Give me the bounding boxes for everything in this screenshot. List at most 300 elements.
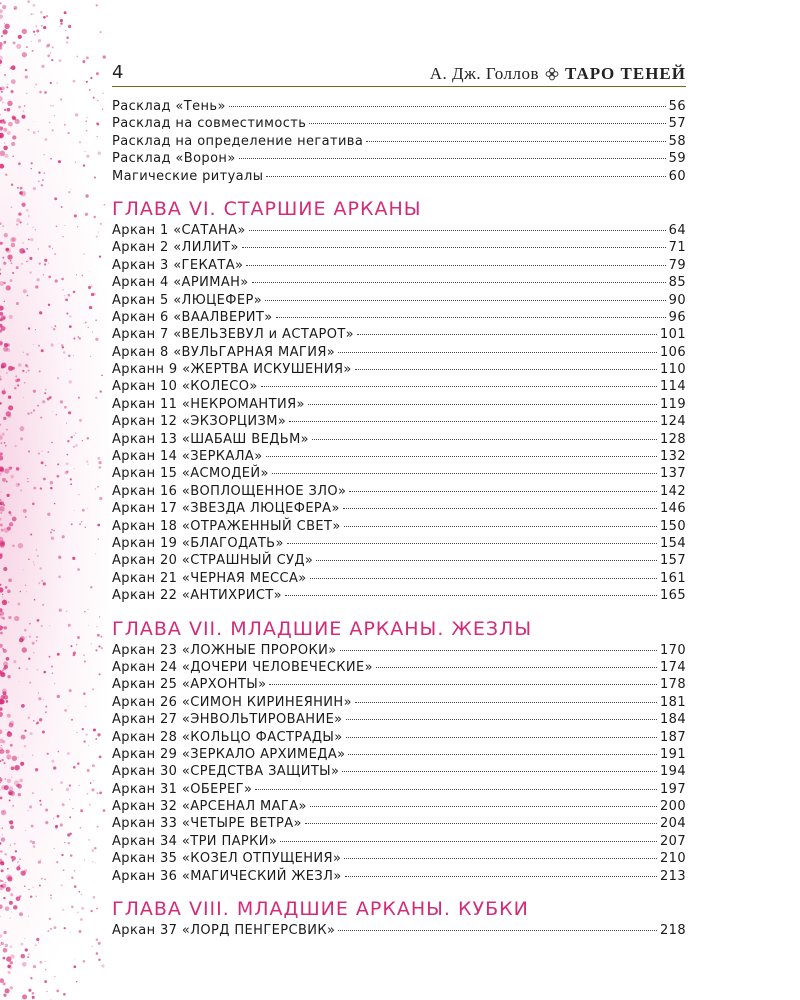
splatter-dot (58, 751, 60, 753)
splatter-dot (11, 183, 13, 185)
splatter-dot (89, 271, 90, 272)
splatter-dot (14, 843, 16, 845)
splatter-dot (91, 849, 94, 852)
toc-entry-title: Расклад «Тень» (112, 99, 226, 114)
splatter-dot (49, 625, 50, 626)
splatter-dot (95, 738, 97, 740)
toc-entry[interactable] (112, 309, 686, 326)
splatter-dot (85, 322, 87, 324)
splatter-dot (2, 978, 3, 979)
splatter-dot (96, 236, 98, 238)
toc-entry-title: Аркан 3 «ГЕКАТА» (112, 257, 244, 273)
splatter-dot (83, 960, 86, 963)
toc-entry[interactable] (112, 239, 686, 256)
splatter-dot (54, 683, 56, 685)
splatter-dot (97, 733, 100, 736)
splatter-dot (17, 784, 22, 789)
splatter-dot (0, 312, 3, 316)
splatter-dot (0, 402, 2, 405)
toc-entry-title: Аркан 24 «ДОЧЕРИ ЧЕЛОВЕЧЕСКИЕ» (112, 659, 374, 675)
toc-entry-page: 114 (659, 379, 686, 395)
splatter-dot (66, 423, 67, 424)
splatter-dot (9, 723, 14, 728)
toc-entry[interactable] (112, 361, 686, 378)
splatter-dot (70, 369, 71, 370)
splatter-dot (28, 989, 31, 992)
splatter-dot (57, 653, 60, 656)
splatter-dot (27, 295, 29, 297)
splatter-dot (0, 880, 2, 882)
splatter-dot (67, 132, 69, 134)
splatter-dot (91, 285, 93, 287)
splatter-dot (88, 286, 91, 289)
toc-entry[interactable] (112, 781, 686, 798)
toc-entry[interactable] (112, 868, 686, 885)
splatter-dot (26, 372, 27, 373)
splatter-dot (68, 355, 71, 358)
splatter-dot (41, 625, 43, 627)
splatter-dot (39, 718, 42, 721)
toc-entry-page: 58 (668, 133, 686, 149)
splatter-dot (74, 214, 77, 217)
splatter-dot (39, 370, 41, 372)
toc-entry[interactable] (112, 465, 686, 482)
splatter-dot (3, 567, 7, 571)
splatter-dot (87, 769, 90, 772)
splatter-dot (83, 740, 85, 742)
splatter-dot (8, 971, 11, 974)
splatter-dot (15, 850, 17, 852)
splatter-dot (14, 616, 19, 621)
splatter-dot (59, 25, 61, 27)
splatter-dot (63, 351, 66, 354)
toc-entry[interactable] (112, 483, 686, 500)
splatter-dot (0, 506, 5, 512)
splatter-dot (85, 527, 86, 528)
splatter-dot (17, 603, 20, 606)
toc-entry-page: 184 (659, 712, 686, 728)
splatter-dot (13, 660, 16, 663)
toc-entry[interactable] (112, 274, 686, 291)
splatter-dot (87, 437, 90, 440)
toc-entry[interactable] (112, 535, 686, 552)
splatter-dot (26, 668, 28, 670)
splatter-dot (62, 803, 65, 806)
toc-entry[interactable] (112, 763, 686, 780)
splatter-dot (96, 72, 99, 75)
splatter-dot (99, 756, 102, 759)
toc-entry[interactable] (112, 711, 686, 728)
dot-leader (269, 684, 657, 685)
splatter-dot (2, 29, 7, 34)
splatter-dot (22, 647, 27, 652)
toc-entry[interactable] (112, 798, 686, 815)
splatter-dot (9, 786, 13, 790)
splatter-dot (0, 378, 2, 380)
toc-entry[interactable] (112, 115, 686, 132)
splatter-dot (75, 113, 78, 116)
splatter-dot (19, 858, 21, 860)
splatter-dot (36, 30, 39, 33)
splatter-dot (9, 986, 13, 990)
splatter-dot (27, 412, 29, 414)
splatter-dot (98, 538, 99, 539)
splatter-dot (1, 837, 5, 841)
splatter-dot (9, 917, 10, 918)
splatter-dot (20, 221, 22, 223)
splatter-dot (22, 370, 24, 372)
toc-entry[interactable] (112, 448, 686, 465)
toc-entry-title: Аркан 19 «БЛАГОДАТЬ» (112, 535, 284, 551)
splatter-dot (52, 672, 53, 673)
splatter-dot (9, 821, 10, 822)
toc-entry[interactable] (112, 850, 686, 867)
splatter-dot (51, 666, 53, 668)
splatter-dot (51, 537, 54, 540)
dot-leader (242, 247, 666, 248)
toc-entry[interactable] (112, 570, 686, 587)
toc-entry-title: Расклад «Ворон» (112, 151, 236, 167)
splatter-dot (26, 93, 27, 94)
splatter-dot (99, 255, 101, 257)
splatter-dot (90, 586, 92, 588)
splatter-dot (74, 885, 77, 888)
toc-entry-title: Расклад на определение негатива (112, 133, 364, 149)
toc-entry[interactable] (112, 344, 686, 361)
splatter-dot (32, 50, 34, 52)
splatter-dot (33, 845, 36, 848)
splatter-dot (93, 293, 96, 296)
dot-leader (289, 421, 657, 422)
splatter-dot (47, 54, 50, 57)
splatter-dot (38, 582, 40, 584)
toc-entry[interactable] (112, 133, 686, 150)
toc-entry-page: 57 (668, 116, 686, 132)
splatter-dot (5, 988, 10, 993)
page-header (112, 64, 686, 87)
splatter-dot (77, 636, 80, 639)
splatter-dot (22, 426, 23, 427)
splatter-dot (55, 326, 56, 327)
splatter-dot (8, 758, 9, 759)
splatter-dot (4, 442, 6, 444)
splatter-dot (22, 242, 23, 243)
splatter-dot (83, 692, 86, 695)
splatter-dot (2, 225, 4, 227)
toc-entry-page: 154 (659, 535, 686, 551)
splatter-dot (5, 445, 7, 447)
dot-leader (287, 543, 657, 544)
toc-entry-title: Аркан 33 «ЧЕТЫРЕ ВЕТРА» (112, 816, 302, 832)
splatter-dot (56, 82, 58, 84)
toc-entry[interactable] (112, 815, 686, 832)
splatter-dot (0, 375, 1, 378)
toc-entry[interactable] (112, 378, 686, 395)
splatter-dot (10, 67, 11, 68)
splatter-dot (0, 60, 2, 64)
splatter-dot (31, 162, 33, 164)
splatter-dot (6, 285, 11, 290)
splatter-dot (19, 191, 23, 195)
dot-leader (355, 369, 657, 370)
toc-entry[interactable] (112, 518, 686, 535)
splatter-dot (2, 594, 3, 595)
dot-leader (376, 667, 657, 668)
splatter-dot (76, 981, 77, 982)
toc-entry[interactable] (112, 694, 686, 711)
splatter-dot (0, 442, 2, 444)
splatter-dot (4, 109, 6, 111)
splatter-dot (89, 89, 91, 91)
toc-entry[interactable] (112, 746, 686, 763)
splatter-dot (0, 56, 3, 60)
splatter-dot (8, 396, 11, 399)
dot-leader (344, 526, 657, 527)
splatter-dot (54, 115, 55, 116)
splatter-dot (94, 847, 96, 849)
splatter-dot (9, 901, 13, 905)
splatter-dot (1, 785, 6, 790)
splatter-dot (46, 15, 48, 17)
splatter-dot (44, 961, 45, 962)
toc-entry[interactable] (112, 922, 686, 939)
splatter-dot (32, 4, 35, 7)
splatter-dot (56, 989, 59, 992)
splatter-dot (62, 236, 63, 237)
splatter-dot (35, 329, 36, 330)
toc-entry-page: 101 (659, 327, 686, 343)
splatter-dot (68, 624, 71, 627)
splatter-dot (2, 740, 5, 743)
splatter-dot (52, 105, 53, 106)
splatter-dot (3, 931, 6, 934)
splatter-dot (81, 907, 84, 910)
splatter-dot (23, 569, 24, 570)
splatter-dot (54, 976, 55, 977)
splatter-dot (66, 611, 68, 613)
splatter-dot (62, 909, 64, 911)
splatter-dot (99, 390, 102, 393)
splatter-dot (6, 874, 12, 880)
toc-entry-page: 90 (668, 292, 686, 308)
splatter-dot (92, 688, 94, 690)
splatter-dot (88, 609, 89, 610)
dot-leader (246, 265, 665, 266)
splatter-dot (11, 475, 14, 478)
splatter-dot (68, 25, 71, 28)
splatter-dot (0, 512, 2, 514)
toc-entry[interactable] (112, 257, 686, 274)
splatter-dot (38, 39, 41, 42)
splatter-dot (44, 154, 45, 155)
splatter-dot (29, 257, 32, 260)
splatter-dot (28, 558, 30, 560)
toc-entry[interactable] (112, 642, 686, 659)
toc-entry[interactable] (112, 396, 686, 413)
splatter-dot (44, 91, 47, 94)
splatter-dot (40, 859, 42, 861)
splatter-dot (17, 187, 19, 189)
splatter-dot (99, 673, 101, 675)
splatter-dot (31, 41, 32, 42)
toc-entry[interactable] (112, 326, 686, 343)
splatter-dot (34, 121, 35, 122)
toc-entry[interactable] (112, 833, 686, 850)
splatter-dot (96, 908, 98, 910)
splatter-dot (2, 433, 5, 436)
splatter-dot (101, 647, 104, 650)
splatter-dot (61, 278, 64, 281)
splatter-dot (103, 55, 106, 58)
toc-entry[interactable] (112, 587, 686, 604)
splatter-dot (50, 895, 52, 897)
toc-entry[interactable] (112, 729, 686, 746)
toc-section (112, 196, 686, 605)
splatter-dot (77, 762, 79, 764)
dot-leader (310, 578, 657, 579)
splatter-dot (3, 128, 7, 132)
splatter-dot (61, 854, 63, 856)
splatter-dot (82, 440, 83, 441)
splatter-dot (55, 279, 58, 282)
splatter-dot (90, 910, 92, 912)
dot-leader (346, 719, 657, 720)
toc-entry-title: Аркан 28 «КОЛЬЦО ФАСТРАДЫ» (112, 729, 343, 745)
splatter-dot (32, 841, 35, 844)
splatter-dot (10, 945, 12, 947)
splatter-dot (54, 503, 55, 504)
splatter-dot (0, 268, 1, 270)
toc-entry[interactable] (112, 552, 686, 569)
toc-entry[interactable] (112, 500, 686, 517)
splatter-dot (21, 203, 25, 207)
splatter-dot (14, 387, 17, 390)
toc-entry[interactable] (112, 292, 686, 309)
splatter-dot (10, 90, 13, 93)
dot-leader (309, 123, 665, 124)
splatter-dot (2, 828, 3, 829)
splatter-dot (81, 894, 82, 895)
splatter-dot (10, 825, 14, 829)
toc-entry-title: Аркан 31 «ОБЕРЕГ» (112, 781, 253, 797)
dot-leader (266, 456, 657, 457)
splatter-dot (16, 223, 18, 225)
splatter-dot (36, 938, 39, 941)
toc-entry-title: Аркан 25 «АРХОНТЫ» (112, 677, 267, 693)
splatter-dot (0, 524, 3, 527)
splatter-dot (103, 809, 106, 812)
splatter-dot (7, 131, 11, 135)
splatter-dot (100, 636, 102, 638)
toc-entry[interactable] (112, 659, 686, 676)
splatter-dot (48, 263, 49, 264)
splatter-dot (96, 122, 99, 125)
splatter-dot (13, 905, 18, 910)
splatter-dot (45, 465, 47, 467)
splatter-dot (11, 262, 13, 264)
splatter-dot (5, 882, 6, 883)
splatter-dot (64, 406, 67, 409)
toc-entry[interactable] (112, 98, 686, 115)
toc-entry-title: Аркан 18 «ОТРАЖЕННЫЙ СВЕТ» (112, 518, 341, 534)
splatter-dot (57, 695, 60, 698)
splatter-dot (74, 510, 75, 511)
splatter-dot (44, 263, 46, 265)
splatter-dot (76, 56, 78, 58)
splatter-dot (21, 735, 26, 740)
splatter-dot (27, 0, 30, 3)
splatter-dot (1, 942, 4, 945)
splatter-dot (19, 895, 21, 897)
splatter-dot (9, 315, 13, 319)
splatter-dot (4, 74, 6, 76)
toc-entry-title: Аркан 8 «ВУЛЬГАРНАЯ МАГИЯ» (112, 344, 336, 360)
splatter-dot (55, 825, 58, 828)
dot-leader (348, 754, 657, 755)
splatter-dot (29, 681, 31, 683)
splatter-dot (98, 231, 99, 232)
splatter-dot (77, 912, 79, 914)
splatter-dot (11, 142, 15, 146)
splatter-dot (89, 306, 92, 309)
splatter-dot (38, 942, 39, 943)
toc-entry[interactable] (112, 676, 686, 693)
splatter-dot (1, 810, 7, 816)
toc-entry[interactable] (112, 431, 686, 448)
splatter-dot (26, 209, 29, 212)
toc-entry-title: Аркан 26 «СИМОН КИРИНЕЯНИН» (112, 694, 352, 710)
splatter-dot (95, 397, 97, 399)
splatter-dot (83, 164, 85, 166)
splatter-dot (3, 262, 6, 265)
splatter-dot (26, 591, 27, 592)
splatter-dot (0, 584, 1, 586)
splatter-dot (39, 800, 41, 802)
toc-entry-title: Аркан 35 «КОЗЕЛ ОТПУЩЕНИЯ» (112, 851, 342, 867)
dot-leader (229, 106, 666, 107)
splatter-dot (23, 110, 25, 112)
splatter-dot (12, 367, 15, 370)
splatter-dot (0, 65, 1, 66)
splatter-dot (6, 700, 9, 703)
splatter-dot (12, 135, 16, 139)
splatter-dot (52, 46, 54, 48)
splatter-dot (95, 488, 97, 490)
splatter-dot (0, 644, 3, 648)
splatter-dot (11, 65, 16, 70)
splatter-dot (39, 567, 42, 570)
splatter-dot (52, 248, 53, 249)
splatter-dot (49, 396, 52, 399)
toc-entry-page: 178 (659, 677, 686, 693)
splatter-dot (91, 643, 92, 644)
splatter-dot (33, 561, 34, 562)
splatter-dot (10, 279, 13, 282)
splatter-dot (2, 543, 4, 545)
splatter-dot (53, 766, 56, 769)
splatter-dot (13, 156, 14, 157)
splatter-dot (73, 291, 76, 294)
splatter-dot (16, 44, 21, 49)
splatter-dot (38, 697, 41, 700)
splatter-dot (17, 862, 18, 863)
toc-entry[interactable] (112, 413, 686, 430)
toc-entry[interactable] (112, 150, 686, 167)
toc-entry[interactable] (112, 168, 686, 185)
toc-entry[interactable] (112, 222, 686, 239)
splatter-dot (0, 151, 5, 157)
splatter-dot (62, 289, 64, 291)
